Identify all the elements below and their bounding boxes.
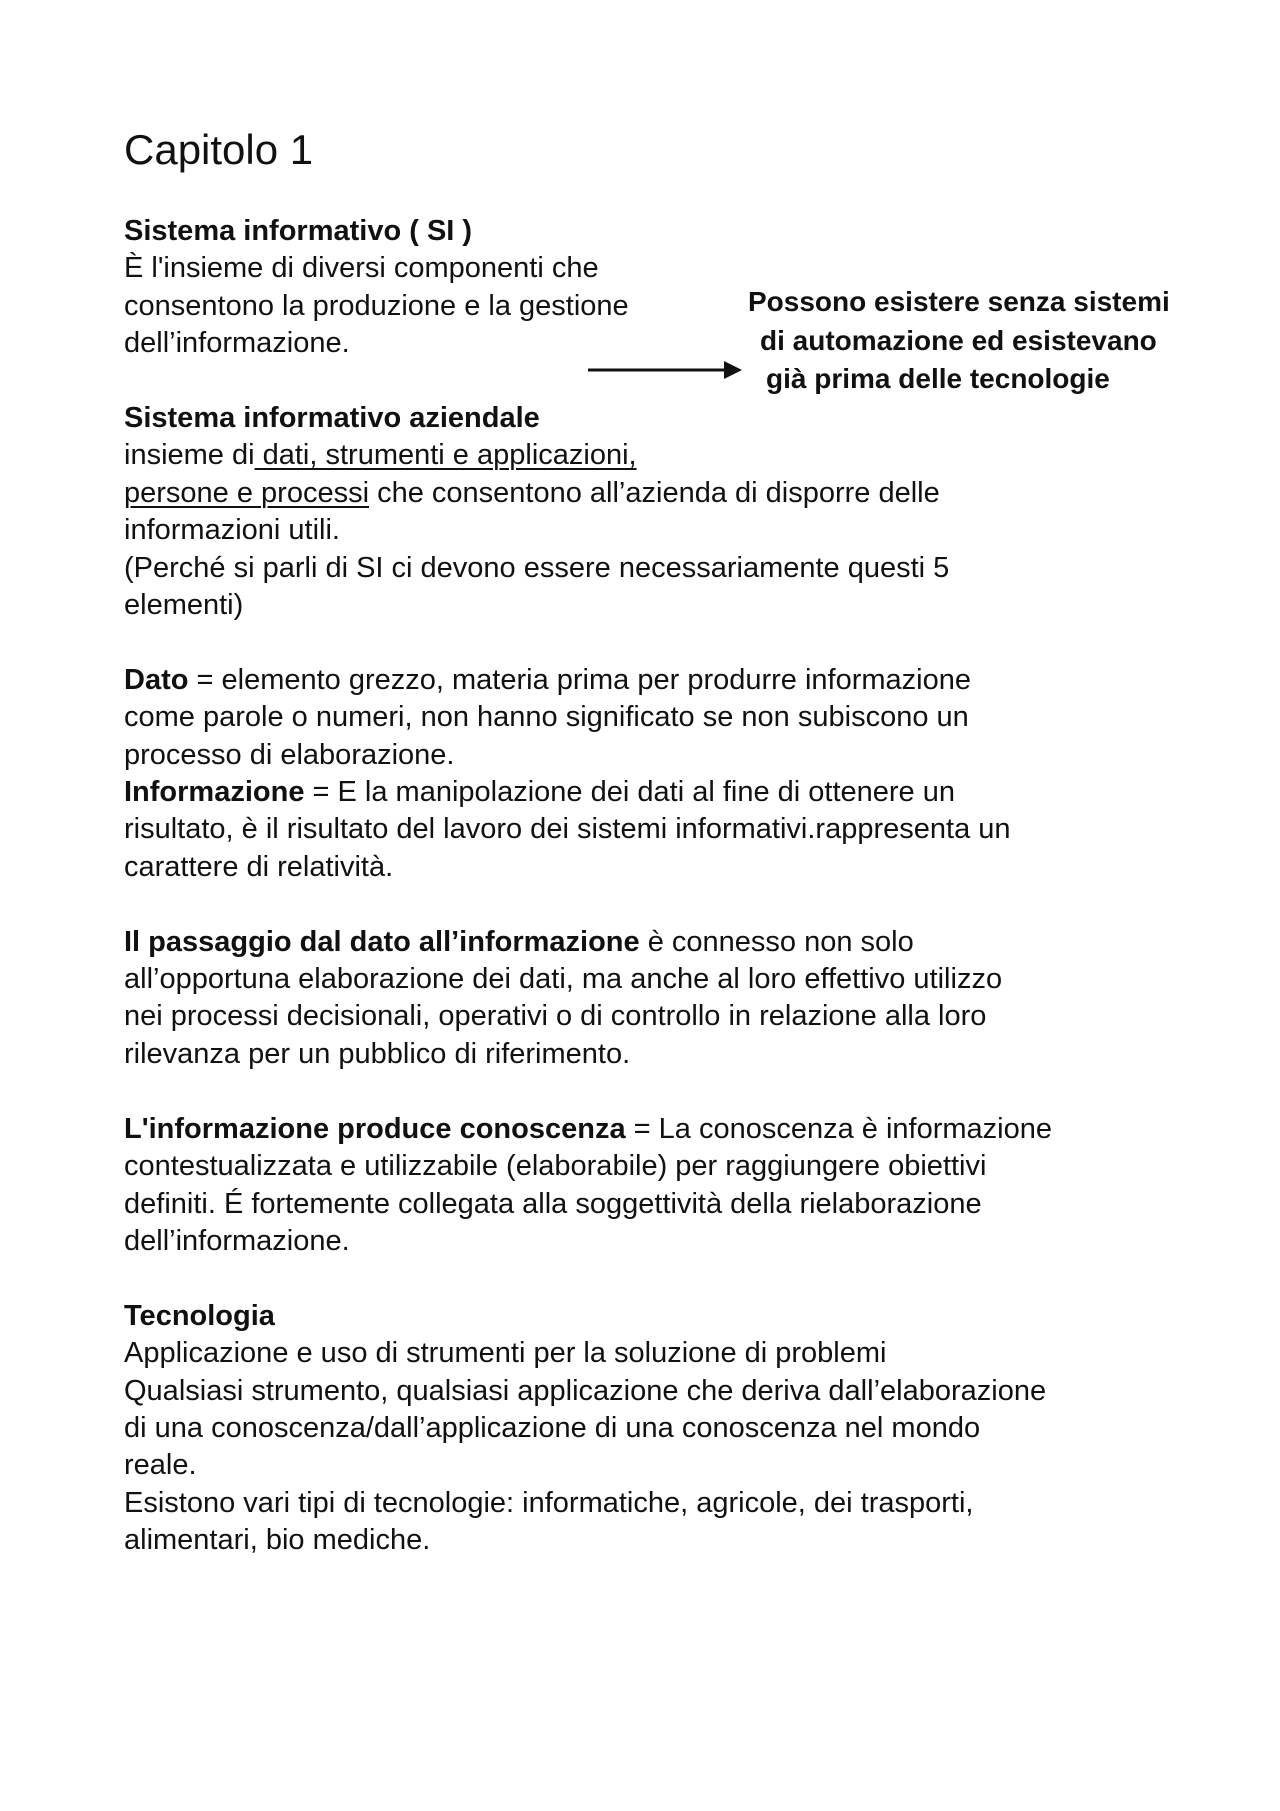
tecnologia-text-line: Esistono vari tipi di tecnologie: informatiche, agricole, dei trasporti, (124, 1486, 974, 1519)
informazione-text-line: carattere di relatività. (124, 850, 394, 883)
passaggio-definition-line: Il passaggio dal dato all’informazione è connesso non solo (124, 925, 914, 958)
dato-definition-line: Dato = elemento grezzo, materia prima per produrre informazione (124, 663, 972, 696)
informazione-text-line: risultato, è il risultato del lavoro dei sistemi informativi.rappresenta un (124, 813, 1011, 846)
dato-text-line: processo di elaborazione. (124, 738, 455, 771)
heading-tecnologia: Tecnologia (124, 1299, 275, 1332)
si-text-line: dell’informazione. (124, 327, 350, 360)
term-conoscenza: L'informazione produce conoscenza (124, 1112, 626, 1145)
si-text-line: consentono la produzione e la gestione (124, 289, 629, 322)
side-note-line: di automazione ed esistevano (760, 324, 1157, 356)
term-informazione: Informazione (124, 776, 305, 809)
conoscenza-text-line: definiti. É fortemente collegata alla soggettività della rielaborazione (124, 1187, 982, 1220)
tecnologia-text-line: reale. (124, 1449, 197, 1482)
tecnologia-text-line: Applicazione e uso di strumenti per la soluzione di problemi (124, 1337, 887, 1370)
side-note (748, 283, 1268, 399)
tecnologia-text-line: alimentari, bio mediche. (124, 1524, 431, 1557)
conoscenza-definition-line: L'informazione produce conoscenza = La conoscenza è informazione (124, 1112, 1052, 1145)
side-note-line: Possono esistere senza sistemi (748, 286, 1170, 317)
underlined-text: persone e processi (124, 476, 370, 509)
sia-text-line: (Perché si parli di SI ci devono essere necessariamente questi 5 (124, 551, 950, 584)
term-passaggio: Il passaggio dal dato all’informazione (124, 925, 640, 958)
passaggio-text-line: all’opportuna elaborazione dei dati, ma anche al loro effettivo utilizzo (124, 963, 1003, 996)
passaggio-text-line: rilevanza per un pubblico di riferimento. (124, 1037, 631, 1070)
sia-text-line: insieme di dati, strumenti e applicazioni, (124, 439, 637, 472)
right-arrow-icon (588, 358, 742, 382)
page-title: Capitolo 1 (124, 126, 314, 173)
conoscenza-text-line: contestualizzata e utilizzabile (elaborabile) per raggiungere obiettivi (124, 1150, 987, 1183)
heading-sistema-informativo: Sistema informativo ( SI ) (124, 215, 473, 247)
informazione-definition-line: Informazione = E la manipolazione dei dati al fine di ottenere un (124, 776, 955, 809)
sia-text-line: informazioni utili. (124, 514, 340, 547)
term-dato: Dato (124, 663, 189, 696)
si-text-line: È l'insieme di diversi componenti che (124, 252, 599, 285)
dato-text-line: come parole o numeri, non hanno significato se non subiscono un (124, 701, 969, 734)
underlined-text: dati, strumenti e applicazioni, (254, 439, 637, 472)
side-note-line: già prima delle tecnologie (766, 363, 1110, 394)
sia-text-line: elementi) (124, 589, 244, 622)
tecnologia-text-line: di una conoscenza/dall’applicazione di una conoscenza nel mondo (124, 1411, 981, 1444)
conoscenza-text-line: dell’informazione. (124, 1224, 350, 1257)
tecnologia-text-line: Qualsiasi strumento, qualsiasi applicazione che deriva dall’elaborazione (124, 1374, 1047, 1407)
sia-text-line: persone e processi che consentono all’azienda di disporre delle (124, 476, 940, 509)
heading-sistema-informativo-aziendale: Sistema informativo aziendale (124, 402, 540, 435)
document-body (124, 213, 1204, 1560)
passaggio-text-line: nei processi decisionali, operativi o di controllo in relazione alla loro (124, 1000, 987, 1033)
